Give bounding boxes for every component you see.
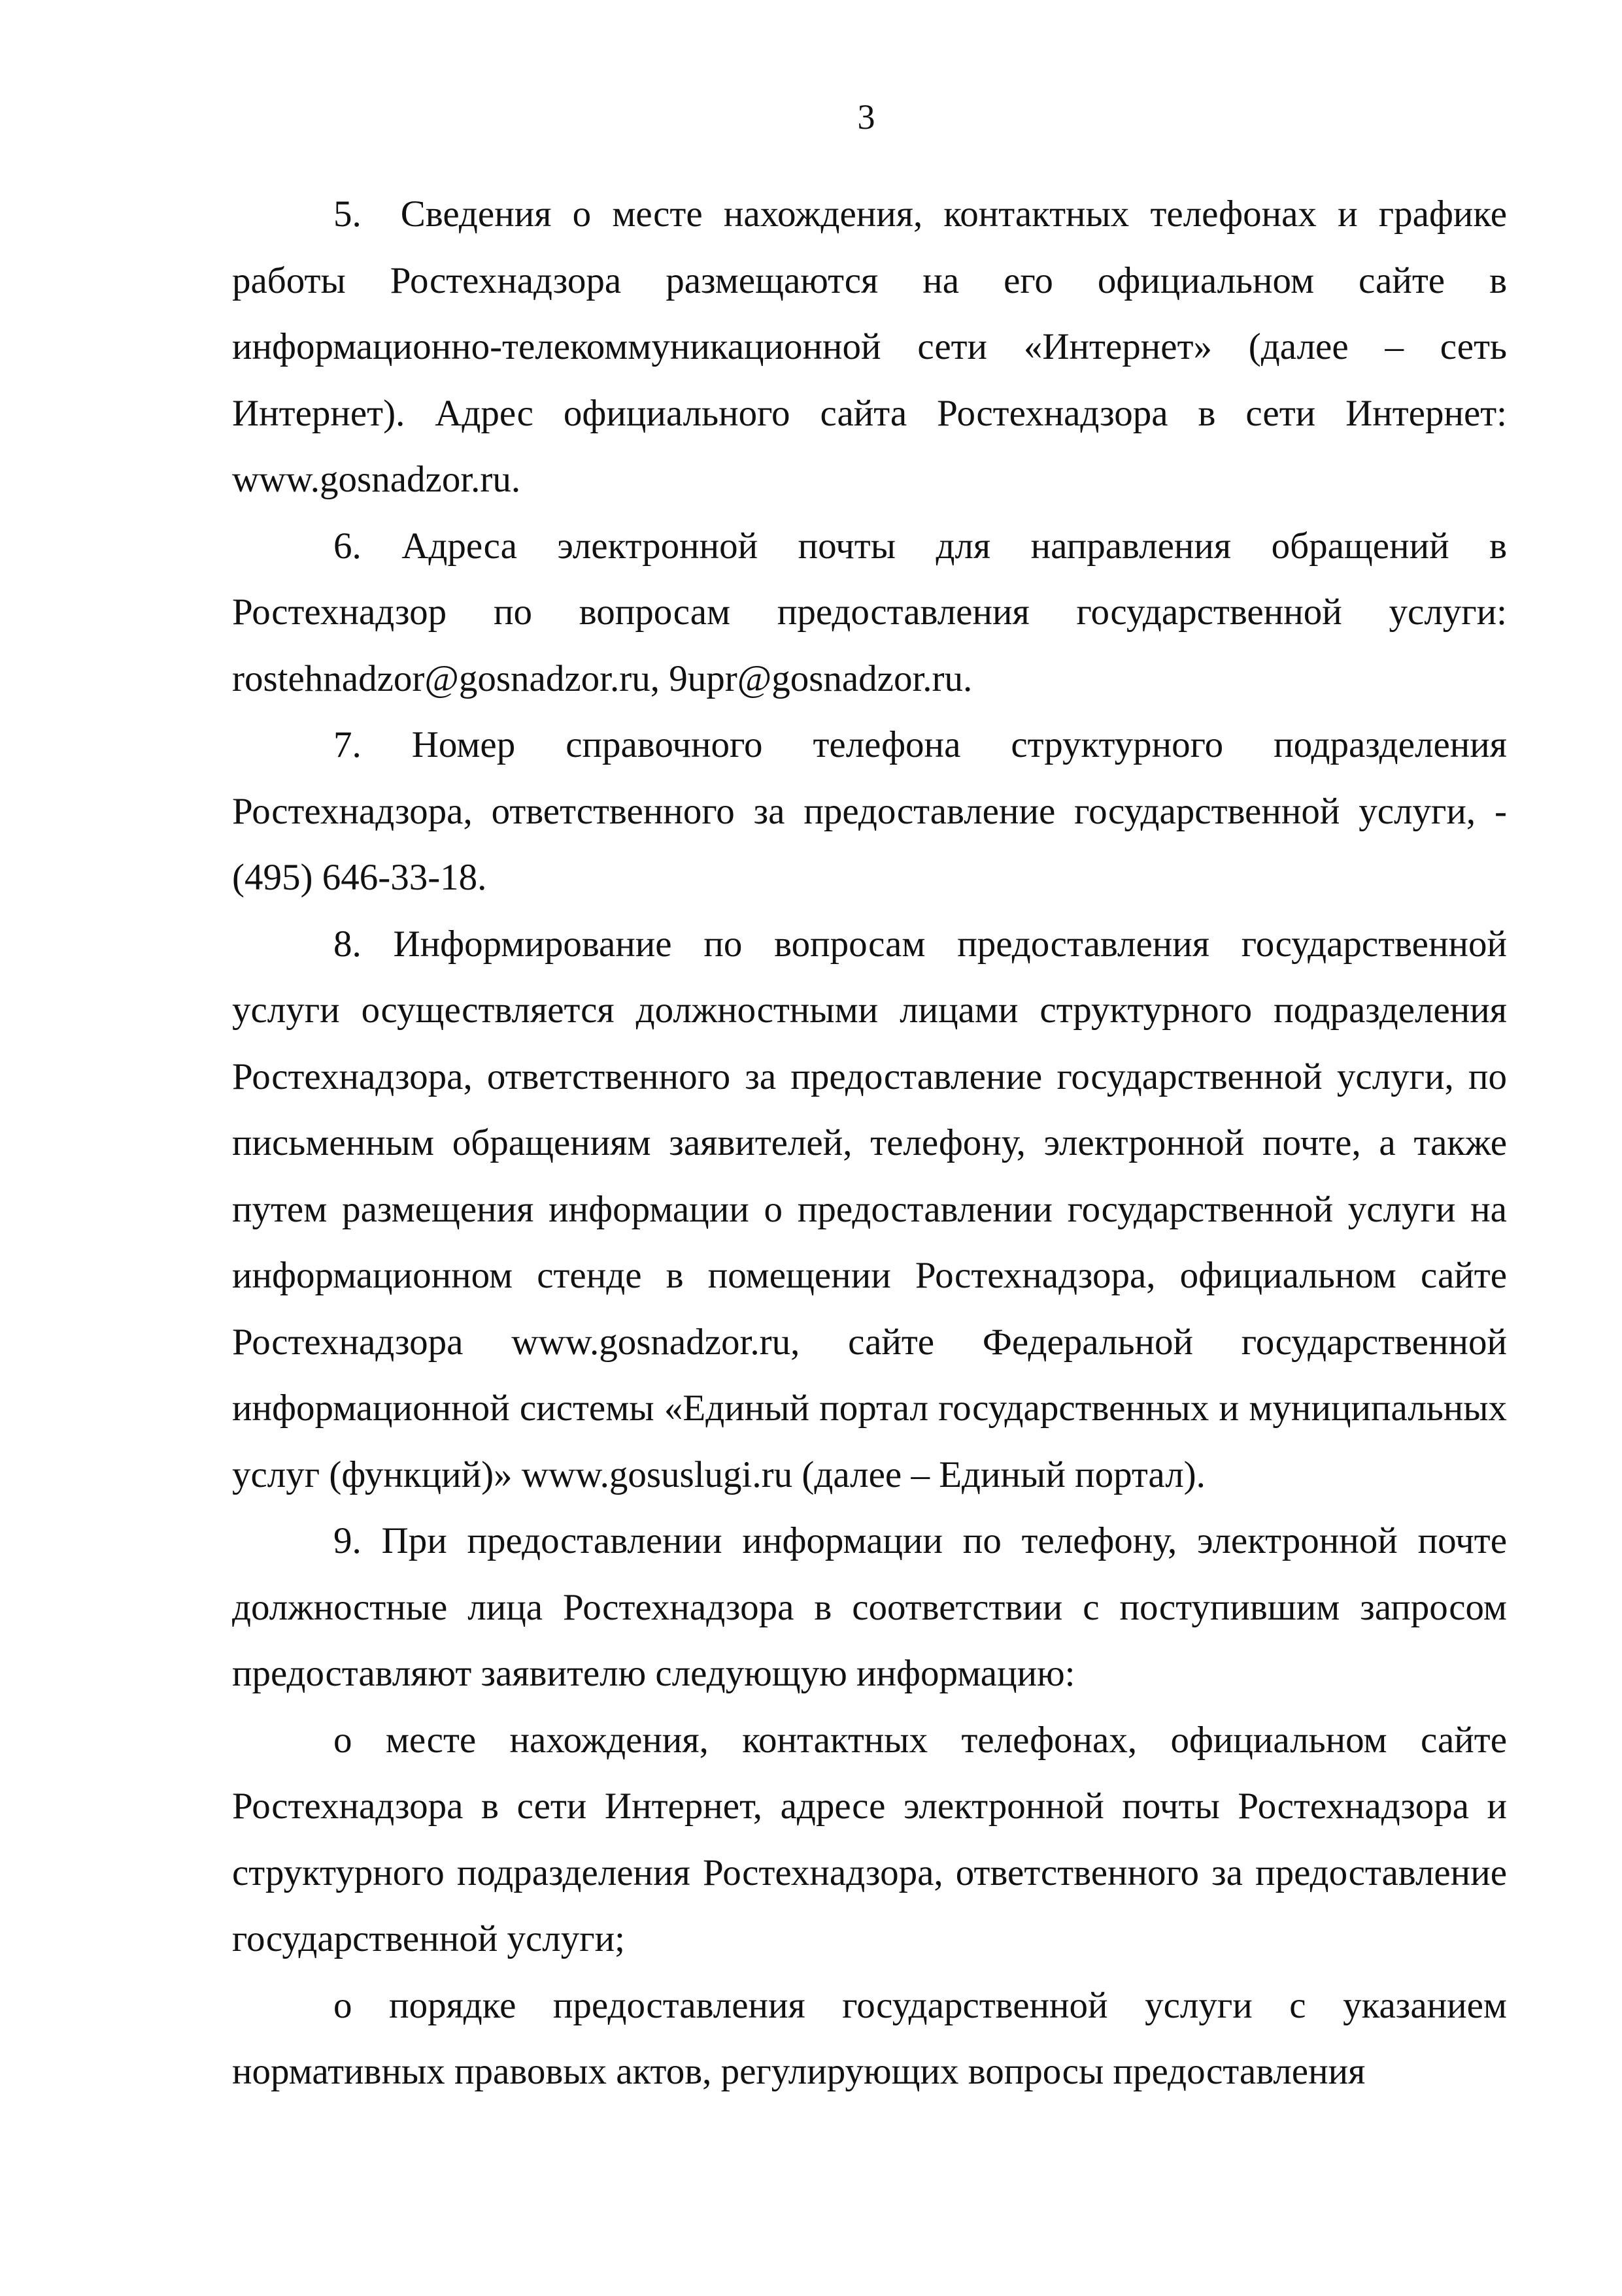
document-body [232,181,1507,2105]
paragraph-number: 8. [333,923,362,965]
list-item: о порядке предоставления государственной услуги с указанием нормативных правовых актов, регулирующих вопросы предоставления [232,1984,1507,2092]
paragraph-text: Номер справочного телефона структурного подразделения Ростехнадзора, ответственного за предоставление государственной услуги, - (495) 646-33-18. [232,724,1507,898]
paragraph-9 [232,1508,1507,1707]
paragraph-text: Информирование по вопросам предоставления государственной услуги осуществляется должностными лицами структурного подразделения Ростехнадзора, ответственного за предоставление государственной услуги, по письменным обращениям заявителей, телефону, электронной почте, а также путем размещения информации о предоставлении государственной услуги на информационном стенде в помещении Ростехнадзора, официальном сайте Ростехнадзора www.gosnadzor.ru, сайте Федеральной государственной информационной системы «Единый портал государственных и муниципальных услуг (функций)» www.gosuslugi.ru (далее – Единый портал). [232,923,1507,1495]
paragraph-text: Сведения о месте нахождения, контактных телефонах и графике работы Ростехнадзора размещаются на его официальном сайте в информационно-телекоммуникационной сети «Интернет» (далее – сеть Интернет). Адрес официального сайта Ростехнадзора в сети Интернет: www.gosnadzor.ru. [232,193,1507,500]
paragraph-5 [232,181,1507,513]
paragraph-number: 5. [333,193,362,235]
paragraph-number: 9. [333,1520,362,1561]
paragraph-number: 6. [333,525,362,567]
paragraph-8 [232,911,1507,1508]
list-item: о месте нахождения, контактных телефонах, официальном сайте Ростехнадзора в сети Интернет, адресе электронной почты Ростехнадзора и структурного подразделения Ростехнадзора, ответственного за предоставление государственной услуги; [232,1719,1507,1959]
paragraph-7 [232,712,1507,911]
paragraph-number: 7. [333,724,362,765]
page-number: 3 [857,97,875,137]
paragraph-text: При предоставлении информации по телефону, электронной почте должностные лица Ростехнадзора в соответствии с поступившим запросом предоставляют заявителю следующую информацию: [232,1520,1508,1694]
paragraph-text: Адреса электронной почты для направления обращений в Ростехнадзор по вопросам предоставления государственной услуги: rostehnadzor@gosnadzor.ru, 9upr@gosnadzor.ru. [232,525,1507,699]
paragraph-6 [232,513,1507,712]
